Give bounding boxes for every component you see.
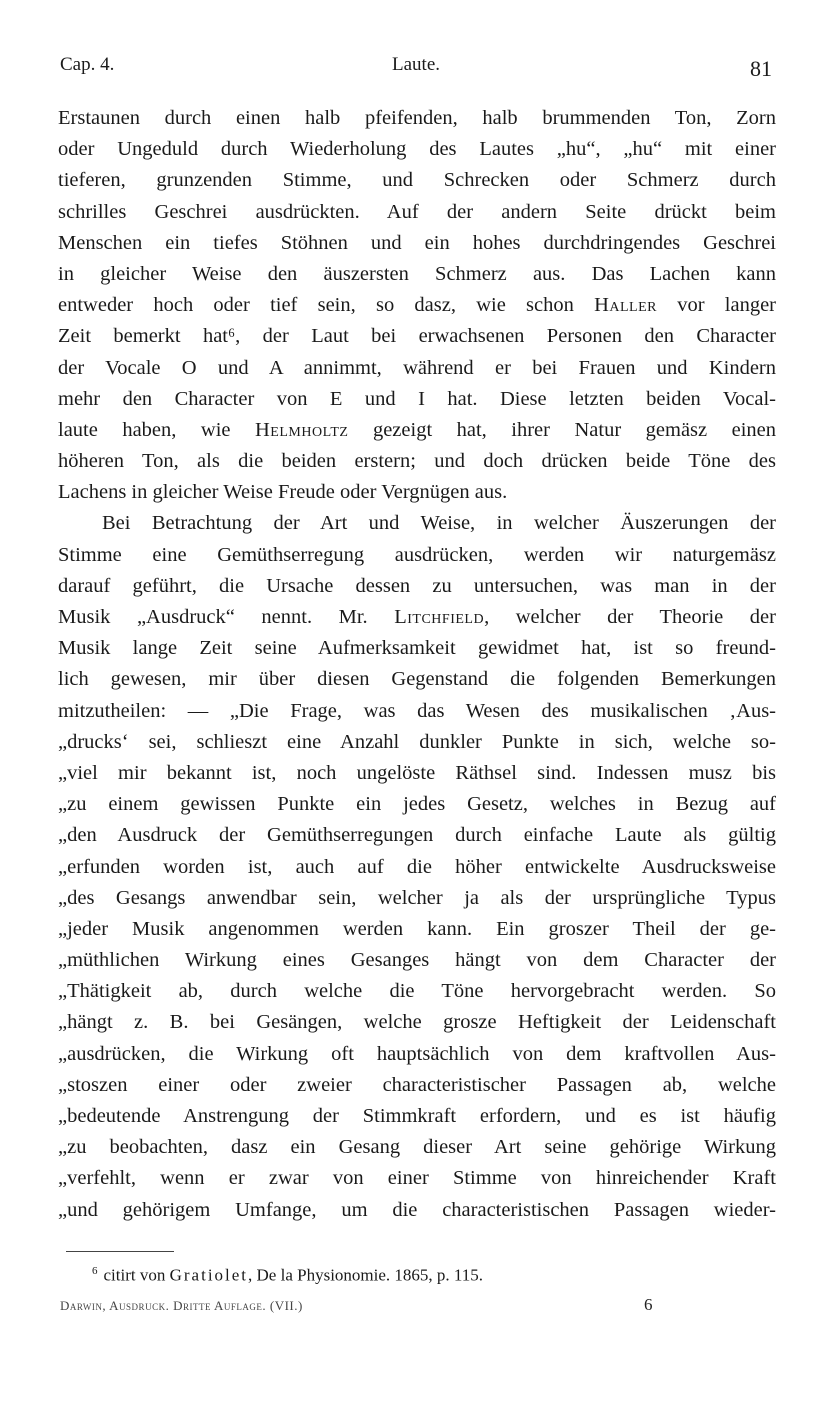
text-line: „müthlichen Wirkung eines Gesanges hängt von dem Character der	[58, 949, 776, 972]
text-line: darauf geführt, die Ursache dessen zu untersuchen, was man in der	[58, 574, 776, 597]
text-line: Erstaunen durch einen halb pfeifenden, halb brummenden Ton, Zorn	[58, 107, 776, 129]
signature-text: Darwin, Ausdruck. Dritte Auflage. (VII.)	[60, 1298, 303, 1313]
text-line	[58, 602, 776, 633]
line-text-before: entweder hoch oder tief sein, so dasz, wie schon	[58, 294, 595, 317]
text-line: lich gewesen, mir über diesen Gegenstand die folgenden Bemerkungen	[58, 668, 776, 691]
text-line: „zu beobachten, dasz ein Gesang dieser Art seine gehörige Wirkung	[58, 1136, 776, 1159]
text-line: Menschen ein tiefes Stöhnen und ein hohes durchdringendes Geschrei	[58, 231, 776, 254]
page-number: 81	[750, 56, 772, 81]
running-title: Laute.	[392, 54, 441, 75]
text-line: „verfehlt, wenn er zwar von einer Stimme von hinreichender Kraft	[58, 1167, 776, 1190]
author-name: Litchfield	[394, 606, 485, 628]
text-line: „stoszen einer oder zweier characteristischer Passagen ab, welche	[58, 1073, 776, 1096]
text-line	[58, 290, 776, 321]
text-line: Stimme eine Gemüthserregung ausdrücken, werden wir naturgemäsz	[58, 543, 776, 566]
text-line: „hängt z. B. bei Gesängen, welche grosze Heftigkeit der Leidenschaft	[58, 1011, 776, 1034]
text-line: „und gehörigem Umfange, um die characteristischen Passagen wieder-	[58, 1198, 776, 1221]
footnote-pre: citirt von	[103, 1265, 170, 1285]
text-line: Zeit bemerkt hat⁶, der Laut bei erwachsenen Personen den Character	[58, 325, 776, 348]
text-line: Musik lange Zeit seine Aufmerksamkeit gewidmet hat, ist so freund-	[58, 637, 776, 660]
line-text-after: , welcher der Theorie der	[484, 606, 776, 628]
text-line: „den Ausdruck der Gemüthserregungen durch einfache Laute als gültig	[58, 824, 776, 847]
text-line: „erfunden worden ist, auch auf die höher entwickelte Ausdrucksweise	[58, 855, 776, 878]
text-line: höheren Ton, als die beiden erstern; und doch drücken beide Töne des	[58, 450, 776, 473]
line-text-after: gezeigt hat, ihrer Natur gemäsz einen	[348, 418, 777, 441]
text-line	[58, 415, 776, 446]
text-line: Bei Betrachtung der Art und Weise, in welcher Äuszerungen der	[102, 512, 776, 535]
text-line: „Thätigkeit ab, durch welche die Töne hervorgebracht werden. So	[58, 980, 776, 1003]
footnote-divider	[66, 1251, 174, 1252]
text-line: „drucks‘ sei, schlieszt eine Anzahl dunkler Punkte in sich, welche so-	[58, 730, 776, 753]
footnote-author: Gratiolet	[169, 1265, 249, 1285]
text-line: „ausdrücken, die Wirkung oft hauptsächlich von dem kraftvollen Aus-	[58, 1042, 776, 1065]
text-line: in gleicher Weise den äuszersten Schmerz aus. Das Lachen kann	[58, 262, 776, 285]
text-line: „viel mir bekannt ist, noch ungelöste Räthsel sind. Indessen musz bis	[58, 761, 776, 784]
footnote-post: , De la Physionomie. 1865, p. 115.	[248, 1265, 484, 1285]
sheet-number: 6	[644, 1295, 654, 1314]
text-line: „des Gesangs anwendbar sein, welcher ja als der ursprüngliche Typus	[58, 886, 776, 909]
text-line: schrilles Geschrei ausdrückten. Auf der andern Seite drückt beim	[58, 200, 776, 223]
text-line: „zu einem gewissen Punkte ein jedes Gesetz, welches in Bezug auf	[58, 793, 776, 816]
text-line: Lachens in gleicher Weise Freude oder Vergnügen aus.	[58, 481, 508, 504]
line-text-before: Musik „Ausdruck“ nennt. Mr.	[58, 606, 395, 628]
chapter-label: Cap. 4.	[60, 54, 115, 75]
text-line: „jeder Musik angenommen werden kann. Ein groszer Theil der ge-	[58, 917, 776, 940]
line-text-after: vor langer	[657, 294, 776, 317]
footnote	[92, 1265, 483, 1286]
author-name: Helmholtz	[255, 418, 349, 441]
text-line: „bedeutende Anstrengung der Stimmkraft erfordern, und es ist häufig	[58, 1105, 776, 1127]
running-header	[58, 50, 776, 84]
text-line: der Vocale O und A annimmt, während er bei Frauen und Kindern	[58, 356, 776, 379]
text-line: oder Ungeduld durch Wiederholung des Lautes „hu“, „hu“ mit einer	[58, 138, 776, 161]
footnote-mark: 6	[92, 1265, 98, 1277]
line-text-before: laute haben, wie	[58, 418, 255, 441]
text-line: mitzutheilen: — „Die Frage, was das Wesen des musikalischen ‚Aus-	[58, 699, 776, 722]
author-name: Haller	[594, 294, 657, 317]
text-line: tieferen, grunzenden Stimme, und Schrecken oder Schmerz durch	[58, 169, 776, 192]
body-text	[58, 103, 776, 1226]
text-line: mehr den Character von E und I hat. Diese letzten beiden Vocal-	[58, 387, 776, 410]
